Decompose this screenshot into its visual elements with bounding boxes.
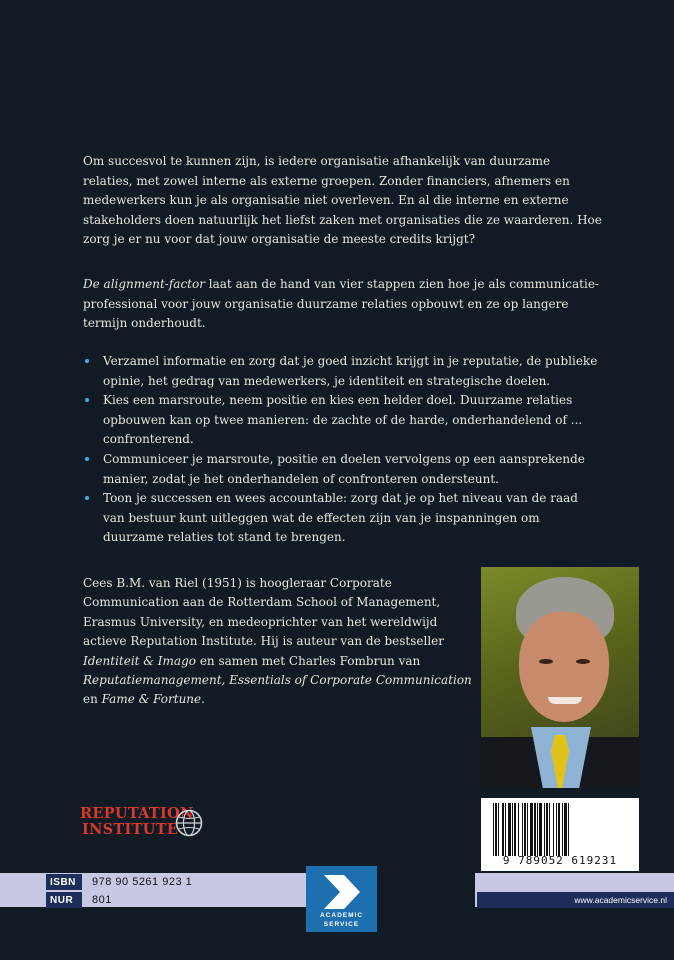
bio-text: en samen met Charles Fombrun van (196, 653, 421, 668)
list-item-text: Communiceer je marsroute, positie en doelen vervolgens op een aansprekende manier, zodat je het onderhandelen of confronteren ondersteunt. (103, 451, 585, 486)
bullet-icon (85, 457, 89, 461)
author-bio (83, 574, 473, 710)
logo-line-2: INSTITUTE (82, 821, 179, 838)
publisher-name-line-2: SERVICE (323, 921, 360, 928)
isbn-value: 978 90 5261 923 1 (92, 876, 193, 888)
book-title-italic: Identiteit & Imago (83, 653, 196, 668)
list-item (83, 489, 603, 548)
barcode (481, 798, 639, 871)
list-item (83, 450, 603, 489)
bio-text: en (83, 692, 102, 707)
list-item-text: Toon je successen en wees accountable: zorg dat je op het niveau van de raad van bestuur kunt uitleggen wat de effecten zijn van je inspanningen om duurzame relaties tot stand te brengen. (103, 491, 578, 545)
chevron-right-icon (320, 875, 362, 909)
globe-icon (174, 808, 204, 838)
nur-label: NUR (46, 892, 82, 908)
nur-row (46, 892, 112, 908)
intro-paragraph: Om succesvol te kunnen zijn, is iedere organisatie afhankelijk van duurzame relaties, met zowel interne als externe groepen. Zonder financiers, afnemers en medewerkers kun je als organisatie niet overleven. En al die interne en externe stakeholders doen natuurlijk het liefst zaken met organisaties die ze waarderen. Hoe zorg je er nu voor dat jouw organisatie de meeste credits krijgt? (83, 154, 602, 247)
publisher-website: www.academicservice.nl (574, 895, 667, 905)
summary-text: laat aan de hand van vier stappen zien hoe je als communicatie-professional voor jouw organisatie duurzame relaties opbouwt en ze op langere termijn onderhoudt. (83, 277, 599, 331)
bullet-icon (85, 359, 89, 363)
bullet-icon (85, 496, 89, 500)
bio-text: Cees B.M. van Riel (1951) is hoogleraar Corporate Communication aan de Rotterdam School of Management, Erasmus University, en medeoprichter van het wereldwijd actieve Reputation Institute. Hij is auteur van de bestseller (83, 576, 445, 649)
bullet-icon (85, 398, 89, 402)
barcode-bars (493, 803, 629, 856)
list-item-text: Kies een marsroute, neem positie en kies een helder doel. Duurzame relaties opbouwen kan op twee manieren: de zachte of de harde, onderhandelend of ... confronterend. (103, 393, 583, 447)
nur-value: 801 (92, 894, 112, 906)
author-photo (481, 567, 639, 788)
reputation-institute-logo (80, 806, 230, 840)
book-title-italic: Fame & Fortune (101, 692, 202, 707)
list-item (83, 391, 603, 450)
logo-line-1: REPUTATION (80, 805, 194, 822)
book-summary-paragraph (83, 275, 603, 334)
academic-service-logo (306, 866, 377, 932)
website-bar (477, 892, 674, 908)
list-item-text: Verzamel informatie en zorg dat je goed inzicht krijgt in je reputatie, de publieke opinie, het gedrag van medewerkers, je identiteit en strategische doelen. (103, 354, 598, 388)
book-title-italic: Reputatiemanagement, Essentials of Corporate Communication (83, 673, 472, 688)
list-item (83, 352, 603, 391)
isbn-row (46, 874, 192, 890)
bio-text: . (201, 692, 205, 707)
steps-list (83, 352, 603, 548)
isbn-label: ISBN (46, 874, 82, 890)
book-title-italic: De alignment-factor (83, 277, 205, 291)
barcode-digits: 9 789052 619231 (502, 854, 618, 867)
publisher-name-line-1: ACADEMIC (319, 912, 364, 919)
